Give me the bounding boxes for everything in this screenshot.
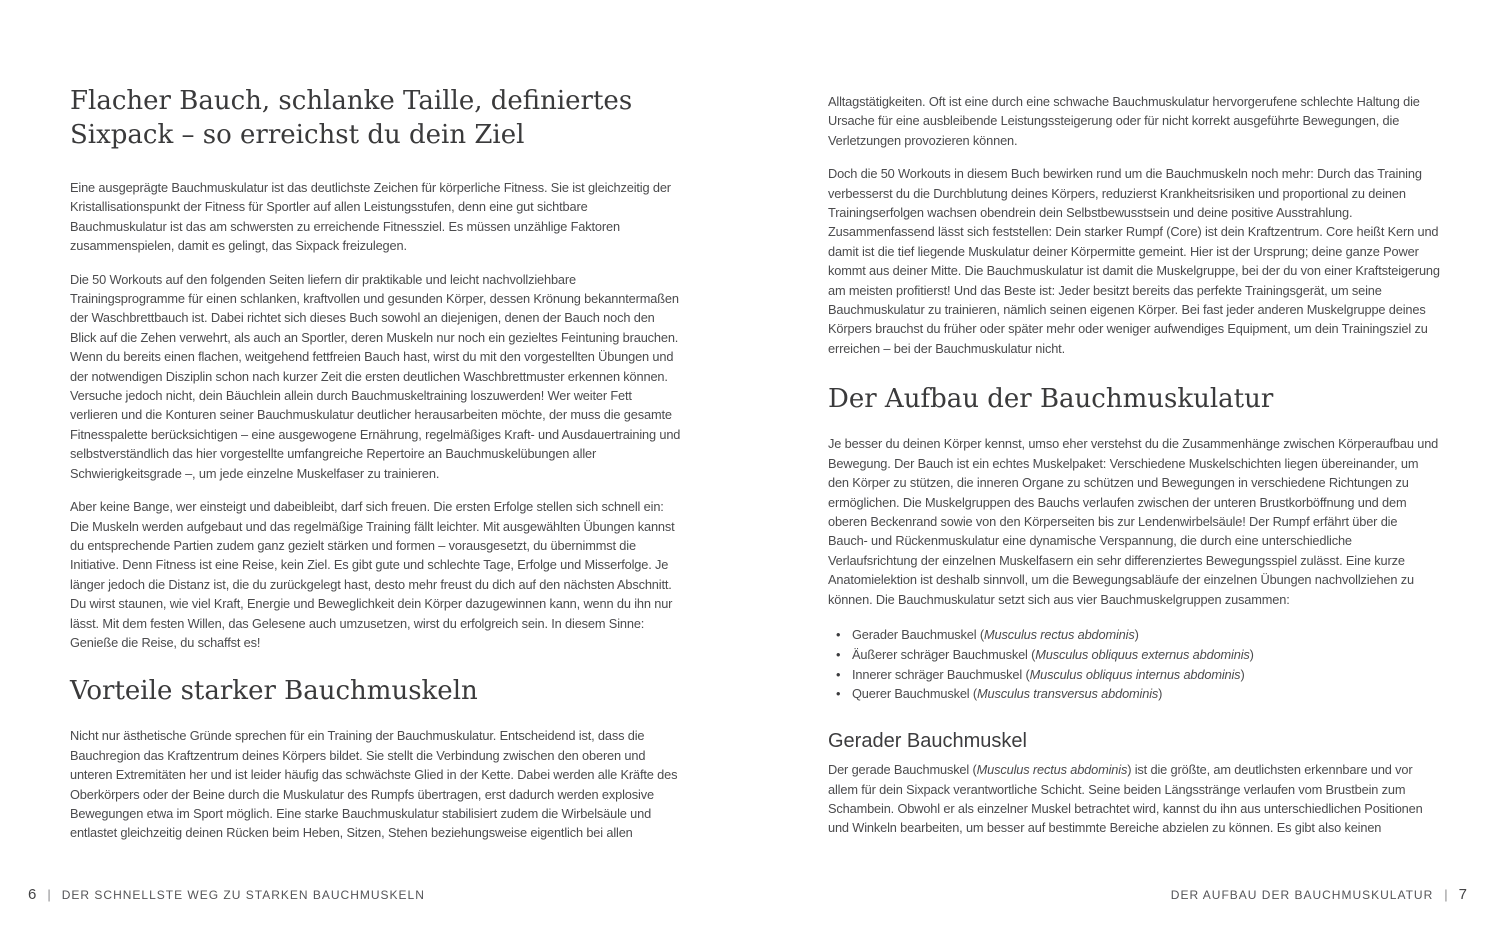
bullet-text-suffix: ) — [1240, 666, 1245, 682]
paragraph-intro-2: Die 50 Workouts auf den folgenden Seiten liefern dir praktikable und leicht nachvollziehbare Trainingsprogramme für einen schlanken, kraftvollen und gesunden Körper, dessen Krönung bekanntermaßen der Waschbrettbauch ist. Dabei richtet sich dieses Buch sowohl an diejenigen, denen der Bauch noch den Blick auf die Zehen verwehrt, als auch an Sportler, deren Muskeln nur noch ein gezieltes Feintuning brauchen. Wenn du bereits einen flachen, weitgehend fettfreien Bauch hast, wirst du mit den vorgestellten Übungen und der notwendigen Disziplin schon nach kurzer Zeit die ersten deutlichen Waschbrettmuster erkennen können. Versuche jedoch nicht, dein Bäuchlein allein durch Bauchmuskeltraining loszuwerden! Wer weiter Fett verlieren und die Konturen seiner Bauchmuskulatur deutlicher herausarbeiten möchte, der muss die gesamte Fitnesspalette berücksichtigen – eine ausgewogene Ernährung, regelmäßiges Kraft- und Ausdauertraining und selbstverständlich das hier vorgestellte umfangreiche Repertoire an Bauchmuskelübungen aller Schwierigkeitsgrade –, um jede einzelne Muskelfaser zu trainieren. — [70, 271, 681, 481]
chapter-title: Flacher Bauch, schlanke Taille, definiertes Sixpack – so erreichst du dein Ziel — [70, 86, 633, 150]
bullet-item-innerer — [836, 665, 1440, 685]
paragraph-workouts: Doch die 50 Workouts in diesem Buch bewirken rund um die Bauchmuskeln noch mehr: Durch das Training verbesserst du die Durchblutung deines Körpers, reduzierst Krankheitsrisiken und proportional zu deinen Trainingserfolgen wachsen obendrein dein Selbstbewusstsein und deine positive Ausstrahlung. Zusammenfassend lässt sich feststellen: Dein starker Rumpf (Core) ist dein Kraftzentrum. Core heißt Kern und damit ist die tief liegende Muskulatur deiner Körpermitte gemeint. Hier ist der Ursprung; deine ganze Power kommt aus deiner Mitte. Die Bauchmuskulatur ist damit die Muskelgruppe, bei der du von einer Kraftsteigerung am meisten profitierst! Und das Beste ist: Jeder besitzt bereits das perfekte Trainingsgerät, um seine Bauchmuskulatur zu trainieren, nämlich seinen eigenen Körper. Bei fast jeder anderen Muskelgruppe deines Körpers brauchst du früher oder später mehr oder weniger aufwendiges Equipment, um dein Trainingsziel zu erreichen – bei der Bauchmuskulatur nicht. — [828, 166, 1440, 356]
bullet-text-suffix: ) — [1134, 626, 1139, 642]
paragraph-gerader — [828, 760, 1440, 838]
latin-term: Musculus obliquus internus abdominis — [1029, 666, 1241, 682]
bullet-text: Querer Bauchmuskel ( — [852, 686, 978, 702]
page-left — [70, 0, 682, 947]
paragraph-text: Der gerade Bauchmuskel ( — [828, 762, 977, 778]
bullet-text-suffix: ) — [1249, 646, 1254, 662]
latin-term: Musculus rectus abdominis — [976, 762, 1128, 778]
bullet-text: Äußerer schräger Bauchmuskel ( — [852, 646, 1036, 662]
latin-term: Musculus obliquus externus abdominis — [1035, 646, 1250, 662]
footer-chapter-title: DER AUFBAU DER BAUCHMUSKULATUR — [1170, 888, 1434, 902]
footer-separator: | — [1444, 887, 1448, 902]
latin-term: Musculus transversus abdominis — [977, 686, 1159, 702]
bullet-item-aeusserer — [836, 645, 1440, 665]
subsection-heading-gerader: Gerader Bauchmuskel — [828, 730, 1027, 753]
bullet-text-suffix: ) — [1158, 686, 1163, 702]
footer-page-number: 6 — [28, 886, 37, 903]
latin-term: Musculus rectus abdominis — [984, 626, 1135, 642]
footer-chapter-title: DER SCHNELLSTE WEG ZU STARKEN BAUCHMUSKELN — [61, 888, 425, 902]
bullet-text: Gerader Bauchmuskel ( — [852, 626, 984, 642]
bullet-text: Innerer schräger Bauchmuskel ( — [852, 666, 1030, 682]
paragraph-intro-3: Aber keine Bange, wer einsteigt und dabeibleibt, darf sich freuen. Die ersten Erfolge stellen sich schnell ein: Die Muskeln werden aufgebaut und das regelmäßige Training fällt leichter. Mit ausgewählten Übungen kannst du entsprechende Partien zudem ganz gezielt stärken und formen – vorausgesetzt, du übernimmst die Initiative. Denn Fitness ist eine Reise, kein Ziel. Es gibt gute und schlechte Tage, Erfolge und Misserfolge. Je länger jedoch die Distanz ist, die du zurückgelegt hast, desto mehr freust du dich auf den nächsten Abschnitt. Du wirst staunen, wie viel Kraft, Energie und Beweglichkeit dein Körper dazugewinnen kann, wenn du ihn nur lässt. Mit dem festen Willen, das Gelesene auch umzusetzen, wirst du erfolgreich sein. In diesem Sinne: Genieße die Reise, du schaffst es! — [70, 499, 675, 650]
section-heading-vorteile: Vorteile starker Bauchmuskeln — [70, 676, 478, 707]
paragraph-text-suffix: ) ist die größte, am deutlichsten erkennbare und vor allem für dein Sixpack verantwortliche Schicht. Seine beiden Längsstränge verlaufen vom Brustbein zum Schambein. Obwohl er als einzelner Muskel betrachtet wird, kannst du ihn aus unterschiedlichen Positionen und Winkeln bearbeiten, um besser auf bestimmte Bereiche abzielen zu können. Es gibt also keinen — [828, 762, 1423, 836]
muscle-group-list — [828, 625, 1440, 704]
section-heading-aufbau: Der Aufbau der Bauchmuskulatur — [828, 384, 1274, 415]
page-right — [828, 0, 1440, 947]
footer-right — [1171, 886, 1467, 903]
paragraph-aufbau: Je besser du deinen Körper kennst, umso eher verstehst du die Zusammenhänge zwischen Körperaufbau und Bewegung. Der Bauch ist ein echtes Muskelpaket: Verschiedene Muskelschichten liegen übereinander, um den Körper zu stützen, die inneren Organe zu schützen und Bewegungen in verschiedene Richtungen zu ermöglichen. Die Muskelgruppen des Bauchs verlaufen zwischen der unteren Brustkorböffnung und dem oberen Beckenrand sowie von den Körperseiten bis zur Lendenwirbelsäule! Der Rumpf erfährt über die Bauch- und Rückenmuskulatur eine dynamische Verspannung, die durch eine unterschiedliche Verlaufsrichtung der einzelnen Muskelfasern ein sehr differenziertes Bewegungsspiel zulässt. Eine kurze Anatomielektion ist deshalb sinnvoll, um die Bewegungsabläufe der einzelnen Übungen nachvollziehen zu können. Die Bauchmuskulatur setzt sich aus vier Bauchmuskelgruppen zusammen: — [828, 436, 1439, 607]
paragraph-vorteile: Nicht nur ästhetische Gründe sprechen für ein Training der Bauchmuskulatur. Entscheidend ist, dass die Bauchregion das Kraftzentrum deines Körpers bildet. Sie stellt die Verbindung zwischen den oberen und unteren Extremitäten her und ist leider häufig das schwächste Glied in der Kette. Dabei werden alle Kräfte des Oberkörpers oder der Beine durch die Muskulatur des Rumpfs übertragen, erst dadurch werden explosive Bewegungen etwa im Sport möglich. Eine starke Bauchmuskulatur stabilisiert zudem die Wirbelsäule und entlastet gleichzeitig deinen Rücken beim Heben, Sitzen, Stehen beziehungsweise eigentlich bei allen — [70, 728, 678, 841]
bullet-item-gerader — [836, 625, 1440, 645]
footer-separator: | — [47, 887, 51, 902]
footer-left — [28, 886, 425, 903]
paragraph-continuation: Alltagstätigkeiten. Oft ist eine durch eine schwache Bauchmuskulatur hervorgerufene schlechte Haltung die Ursache für eine ausbleibende Leistungssteigerung oder für nicht korrekt ausgeführte Bewegungen, die Verletzungen provozieren können. — [828, 94, 1420, 148]
paragraph-intro-1: Eine ausgeprägte Bauchmuskulatur ist das deutlichste Zeichen für körperliche Fitness. Sie ist gleichzeitig der Kristallisationspunkt der Fitness für Sportler auf allen Leistungsstufen, denn eine gut sichtbare Bauchmuskulatur ist das am schwersten zu erreichende Fitnessziel. Es müssen unzählige Faktoren zusammenspielen, damit es gelingt, das Sixpack freizulegen. — [70, 180, 671, 254]
footer-page-number: 7 — [1458, 886, 1467, 903]
bullet-item-querer — [836, 684, 1440, 704]
